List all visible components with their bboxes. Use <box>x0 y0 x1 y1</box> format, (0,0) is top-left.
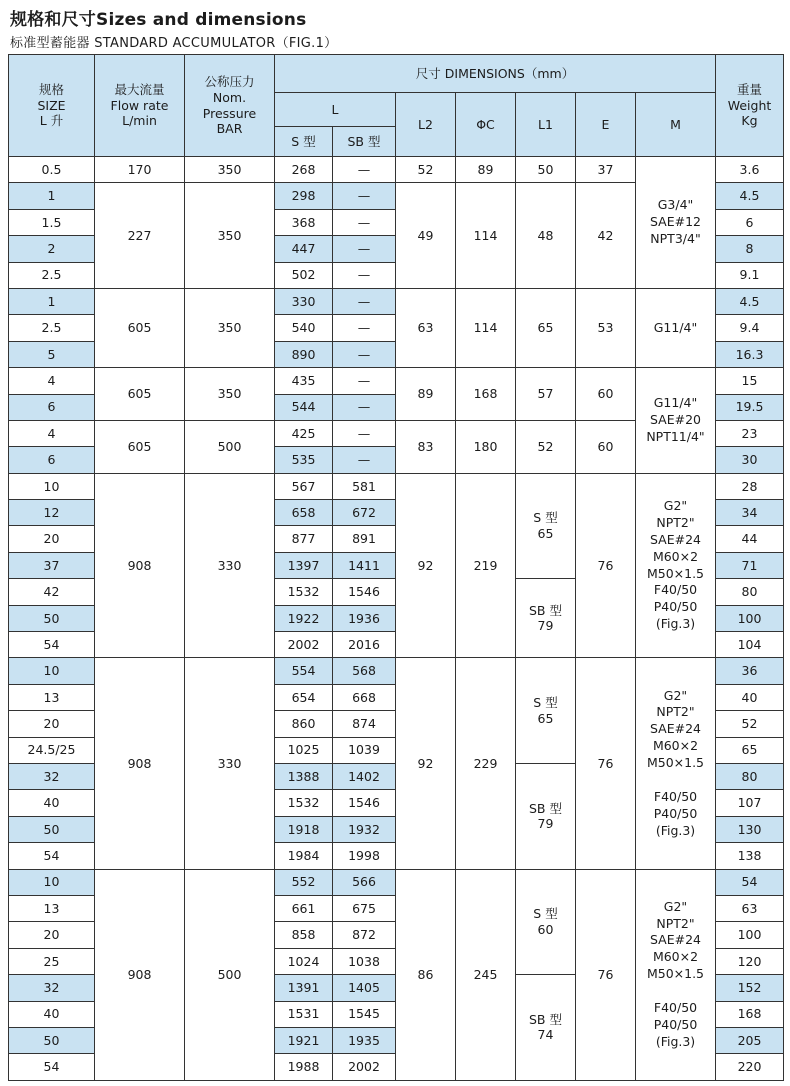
cell-E: 76 <box>576 869 636 1080</box>
cell-weight: 71 <box>716 552 784 578</box>
cell-L-s-type: 554 <box>275 658 333 684</box>
cell-L-s-type: 858 <box>275 922 333 948</box>
cell-weight: 220 <box>716 1054 784 1080</box>
cell-L-sb-type: 1936 <box>333 605 396 631</box>
cell-E: 60 <box>576 420 636 473</box>
cell-L-s-type: 298 <box>275 183 333 209</box>
cell-L-sb-type: 1038 <box>333 948 396 974</box>
cell-flow-rate: 908 <box>95 473 185 658</box>
cell-size: 40 <box>9 790 95 816</box>
cell-L-s-type: 544 <box>275 394 333 420</box>
cell-size: 4 <box>9 368 95 394</box>
cell-weight: 19.5 <box>716 394 784 420</box>
spec-table <box>8 54 784 1081</box>
cell-L-s-type: 1988 <box>275 1054 333 1080</box>
cell-L-sb-type: 1998 <box>333 843 396 869</box>
cell-size: 4 <box>9 420 95 446</box>
header-L: L <box>275 93 396 127</box>
cell-L-sb-type: — <box>333 183 396 209</box>
cell-size: 10 <box>9 473 95 499</box>
cell-weight: 80 <box>716 579 784 605</box>
table-row <box>9 473 784 499</box>
header-pressure: 公称压力 Nom. Pressure BAR <box>185 55 275 157</box>
cell-weight: 65 <box>716 737 784 763</box>
cell-L-s-type: 1388 <box>275 763 333 789</box>
cell-L-sb-type: 668 <box>333 684 396 710</box>
cell-L-s-type: 435 <box>275 368 333 394</box>
cell-size: 1.5 <box>9 209 95 235</box>
cell-L-sb-type: 1932 <box>333 816 396 842</box>
cell-weight: 52 <box>716 711 784 737</box>
cell-weight: 130 <box>716 816 784 842</box>
cell-size: 25 <box>9 948 95 974</box>
cell-weight: 8 <box>716 236 784 262</box>
cell-L1-sb-type: SB 型 79 <box>516 763 576 869</box>
cell-L-sb-type: 1545 <box>333 1001 396 1027</box>
cell-size: 1 <box>9 288 95 314</box>
cell-L1: 50 <box>516 157 576 183</box>
cell-weight: 3.6 <box>716 157 784 183</box>
cell-phiC: 180 <box>456 420 516 473</box>
cell-L-s-type: 1921 <box>275 1027 333 1053</box>
cell-L2: 86 <box>396 869 456 1080</box>
cell-L1: 48 <box>516 183 576 289</box>
cell-L-sb-type: 568 <box>333 658 396 684</box>
cell-pressure: 500 <box>185 420 275 473</box>
cell-size: 20 <box>9 922 95 948</box>
cell-L-s-type: 425 <box>275 420 333 446</box>
cell-L-sb-type: 874 <box>333 711 396 737</box>
cell-weight: 152 <box>716 975 784 1001</box>
cell-size: 10 <box>9 869 95 895</box>
cell-L-sb-type: 2016 <box>333 632 396 658</box>
cell-L2: 49 <box>396 183 456 289</box>
cell-size: 10 <box>9 658 95 684</box>
cell-weight: 16.3 <box>716 341 784 367</box>
table-row <box>9 368 784 394</box>
cell-L-s-type: 1532 <box>275 790 333 816</box>
cell-weight: 63 <box>716 895 784 921</box>
cell-size: 50 <box>9 816 95 842</box>
cell-L2: 92 <box>396 658 456 869</box>
cell-size: 12 <box>9 500 95 526</box>
cell-L-s-type: 654 <box>275 684 333 710</box>
cell-L-s-type: 1397 <box>275 552 333 578</box>
cell-E: 53 <box>576 288 636 367</box>
cell-weight: 36 <box>716 658 784 684</box>
cell-L-s-type: 890 <box>275 341 333 367</box>
cell-weight: 40 <box>716 684 784 710</box>
cell-weight: 205 <box>716 1027 784 1053</box>
cell-size: 20 <box>9 711 95 737</box>
cell-E: 42 <box>576 183 636 289</box>
cell-size: 54 <box>9 632 95 658</box>
cell-L-sb-type: — <box>333 315 396 341</box>
table-row <box>9 658 784 684</box>
cell-phiC: 89 <box>456 157 516 183</box>
cell-pressure: 350 <box>185 368 275 421</box>
cell-L-sb-type: — <box>333 236 396 262</box>
cell-size: 2.5 <box>9 262 95 288</box>
cell-size: 2.5 <box>9 315 95 341</box>
cell-L-s-type: 860 <box>275 711 333 737</box>
cell-L1: 65 <box>516 288 576 367</box>
cell-weight: 168 <box>716 1001 784 1027</box>
cell-L-s-type: 1532 <box>275 579 333 605</box>
cell-flow-rate: 908 <box>95 869 185 1080</box>
cell-L-sb-type: — <box>333 447 396 473</box>
cell-weight: 15 <box>716 368 784 394</box>
cell-pressure: 330 <box>185 473 275 658</box>
cell-L2: 92 <box>396 473 456 658</box>
cell-L-sb-type: 1402 <box>333 763 396 789</box>
cell-L-sb-type: 891 <box>333 526 396 552</box>
cell-L-s-type: 268 <box>275 157 333 183</box>
cell-L-sb-type: 1039 <box>333 737 396 763</box>
cell-weight: 120 <box>716 948 784 974</box>
cell-M: G11/4" SAE#20 NPT11/4" <box>636 368 716 474</box>
cell-phiC: 168 <box>456 368 516 421</box>
cell-M: G2" NPT2" SAE#24 M60×2 M50×1.5 F40/50 P40/50 (Fig.3) <box>636 473 716 658</box>
cell-L-sb-type: — <box>333 394 396 420</box>
cell-L2: 52 <box>396 157 456 183</box>
cell-phiC: 245 <box>456 869 516 1080</box>
header-flow-rate: 最大流量 Flow rate L/min <box>95 55 185 157</box>
cell-pressure: 500 <box>185 869 275 1080</box>
cell-weight: 23 <box>716 420 784 446</box>
cell-M: G3/4" SAE#12 NPT3/4" <box>636 157 716 289</box>
cell-size: 13 <box>9 895 95 921</box>
cell-L2: 83 <box>396 420 456 473</box>
cell-size: 6 <box>9 394 95 420</box>
cell-size: 13 <box>9 684 95 710</box>
cell-M: G2" NPT2" SAE#24 M60×2 M50×1.5 F40/50 P40/50 (Fig.3) <box>636 658 716 869</box>
cell-phiC: 229 <box>456 658 516 869</box>
cell-L-sb-type: — <box>333 341 396 367</box>
cell-L-s-type: 540 <box>275 315 333 341</box>
cell-L-sb-type: 872 <box>333 922 396 948</box>
cell-E: 76 <box>576 658 636 869</box>
cell-L-sb-type: 1546 <box>333 790 396 816</box>
cell-L-sb-type: 581 <box>333 473 396 499</box>
cell-size: 6 <box>9 447 95 473</box>
cell-pressure: 350 <box>185 183 275 289</box>
cell-L-s-type: 2002 <box>275 632 333 658</box>
cell-L-s-type: 1918 <box>275 816 333 842</box>
cell-size: 37 <box>9 552 95 578</box>
cell-L1-sb-type: SB 型 74 <box>516 975 576 1081</box>
header-size: 规格 SIZE L 升 <box>9 55 95 157</box>
cell-size: 42 <box>9 579 95 605</box>
cell-flow-rate: 170 <box>95 157 185 183</box>
cell-E: 37 <box>576 157 636 183</box>
cell-weight: 30 <box>716 447 784 473</box>
cell-L-sb-type: 1411 <box>333 552 396 578</box>
cell-L-sb-type: 566 <box>333 869 396 895</box>
cell-L-sb-type: — <box>333 262 396 288</box>
header-E: E <box>576 93 636 157</box>
cell-M: G11/4" <box>636 288 716 367</box>
cell-L-sb-type: 675 <box>333 895 396 921</box>
cell-phiC: 114 <box>456 288 516 367</box>
cell-weight: 9.4 <box>716 315 784 341</box>
cell-L-s-type: 502 <box>275 262 333 288</box>
cell-L-s-type: 658 <box>275 500 333 526</box>
cell-E: 60 <box>576 368 636 421</box>
cell-L-s-type: 535 <box>275 447 333 473</box>
header-L1: L1 <box>516 93 576 157</box>
cell-L-sb-type: — <box>333 288 396 314</box>
cell-phiC: 219 <box>456 473 516 658</box>
cell-weight: 104 <box>716 632 784 658</box>
cell-phiC: 114 <box>456 183 516 289</box>
cell-weight: 4.5 <box>716 183 784 209</box>
cell-L1-s-type: S 型 65 <box>516 658 576 764</box>
cell-size: 32 <box>9 975 95 1001</box>
cell-L1: 52 <box>516 420 576 473</box>
cell-size: 54 <box>9 843 95 869</box>
cell-L-sb-type: 1405 <box>333 975 396 1001</box>
cell-weight: 107 <box>716 790 784 816</box>
cell-size: 54 <box>9 1054 95 1080</box>
cell-size: 50 <box>9 1027 95 1053</box>
cell-flow-rate: 908 <box>95 658 185 869</box>
cell-L-s-type: 447 <box>275 236 333 262</box>
cell-L2: 89 <box>396 368 456 421</box>
cell-L-sb-type: — <box>333 157 396 183</box>
cell-flow-rate: 605 <box>95 420 185 473</box>
page-subtitle: 标准型蓄能器 STANDARD ACCUMULATOR（FIG.1） <box>10 36 338 51</box>
cell-pressure: 350 <box>185 157 275 183</box>
cell-E: 76 <box>576 473 636 658</box>
cell-size: 20 <box>9 526 95 552</box>
page-title: 规格和尺寸Sizes and dimensions <box>10 10 307 30</box>
cell-weight: 54 <box>716 869 784 895</box>
header-weight: 重量 Weight Kg <box>716 55 784 157</box>
cell-M: G2" NPT2" SAE#24 M60×2 M50×1.5 F40/50 P40/50 (Fig.3) <box>636 869 716 1080</box>
cell-weight: 9.1 <box>716 262 784 288</box>
cell-L-sb-type: 1546 <box>333 579 396 605</box>
cell-L-sb-type: 672 <box>333 500 396 526</box>
cell-weight: 100 <box>716 922 784 948</box>
cell-weight: 138 <box>716 843 784 869</box>
header-phiC: ΦC <box>456 93 516 157</box>
cell-L-s-type: 368 <box>275 209 333 235</box>
cell-L-sb-type: — <box>333 209 396 235</box>
cell-L-s-type: 1391 <box>275 975 333 1001</box>
cell-pressure: 350 <box>185 288 275 367</box>
cell-size: 0.5 <box>9 157 95 183</box>
cell-size: 5 <box>9 341 95 367</box>
cell-L-s-type: 661 <box>275 895 333 921</box>
cell-size: 50 <box>9 605 95 631</box>
table-row <box>9 288 784 314</box>
cell-L-sb-type: 2002 <box>333 1054 396 1080</box>
header-L-sb-type: SB 型 <box>333 127 396 157</box>
cell-weight: 6 <box>716 209 784 235</box>
spec-table-body <box>9 157 784 1081</box>
header-L-s-type: S 型 <box>275 127 333 157</box>
cell-L-s-type: 567 <box>275 473 333 499</box>
cell-size: 32 <box>9 763 95 789</box>
cell-size: 1 <box>9 183 95 209</box>
cell-L-s-type: 1922 <box>275 605 333 631</box>
cell-L1: 57 <box>516 368 576 421</box>
cell-L-s-type: 330 <box>275 288 333 314</box>
cell-L-s-type: 877 <box>275 526 333 552</box>
cell-L-sb-type: — <box>333 368 396 394</box>
cell-weight: 100 <box>716 605 784 631</box>
table-row <box>9 869 784 895</box>
cell-size: 40 <box>9 1001 95 1027</box>
cell-flow-rate: 605 <box>95 368 185 421</box>
cell-weight: 34 <box>716 500 784 526</box>
header-dimensions: 尺寸 DIMENSIONS（mm） <box>275 55 716 93</box>
cell-L2: 63 <box>396 288 456 367</box>
header-L2: L2 <box>396 93 456 157</box>
table-row <box>9 157 784 183</box>
cell-flow-rate: 227 <box>95 183 185 289</box>
cell-size: 24.5/25 <box>9 737 95 763</box>
cell-L-sb-type: 1935 <box>333 1027 396 1053</box>
cell-weight: 28 <box>716 473 784 499</box>
cell-weight: 44 <box>716 526 784 552</box>
cell-weight: 4.5 <box>716 288 784 314</box>
cell-L1-sb-type: SB 型 79 <box>516 579 576 658</box>
cell-L-s-type: 1531 <box>275 1001 333 1027</box>
cell-weight: 80 <box>716 763 784 789</box>
cell-L-s-type: 1984 <box>275 843 333 869</box>
cell-L1-s-type: S 型 60 <box>516 869 576 975</box>
cell-L1-s-type: S 型 65 <box>516 473 576 579</box>
cell-L-sb-type: — <box>333 420 396 446</box>
header-M: M <box>636 93 716 157</box>
cell-L-s-type: 1025 <box>275 737 333 763</box>
cell-L-s-type: 1024 <box>275 948 333 974</box>
cell-flow-rate: 605 <box>95 288 185 367</box>
cell-pressure: 330 <box>185 658 275 869</box>
cell-L-s-type: 552 <box>275 869 333 895</box>
cell-size: 2 <box>9 236 95 262</box>
